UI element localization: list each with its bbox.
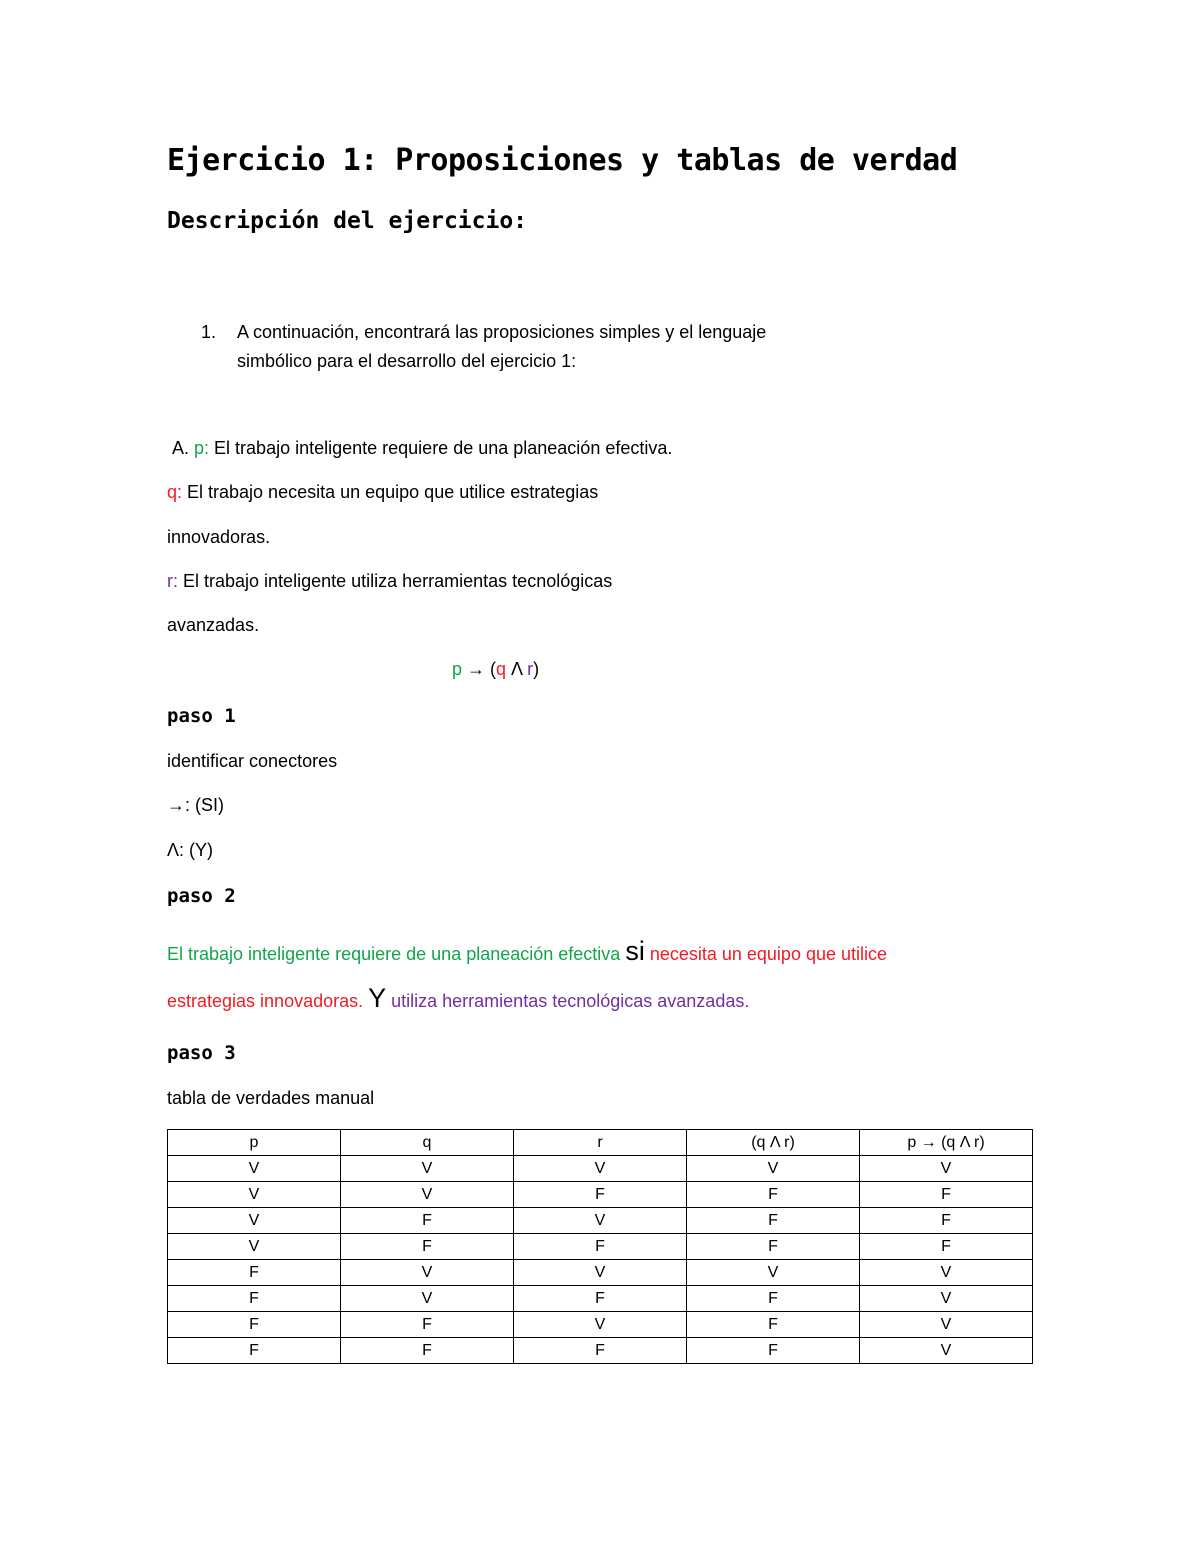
table-cell: F	[341, 1312, 514, 1338]
table-cell: F	[687, 1338, 860, 1364]
table-cell: F	[860, 1208, 1033, 1234]
table-header-cell: q	[341, 1130, 514, 1156]
step2-y: Y	[368, 983, 387, 1013]
table-cell: V	[860, 1156, 1033, 1182]
table-cell: V	[168, 1156, 341, 1182]
step2-si: si	[625, 936, 645, 966]
table-cell: V	[168, 1182, 341, 1208]
q-label: q:	[167, 482, 183, 502]
formula-close: )	[533, 659, 540, 679]
table-header-cell: p → (q Λ r)	[860, 1130, 1033, 1156]
formula-r: r	[527, 659, 534, 679]
connector-and: Λ: (Y)	[167, 840, 214, 860]
q-text-line2: innovadoras.	[167, 527, 271, 547]
table-cell: F	[341, 1338, 514, 1364]
connector-implies: →: (SI)	[167, 795, 224, 815]
q-text-line1: El trabajo necesita un equipo que utilice estrategias	[182, 482, 599, 502]
table-cell: V	[341, 1260, 514, 1286]
p-text: El trabajo inteligente requiere de una planeación efectiva.	[209, 438, 673, 458]
table-cell: F	[341, 1234, 514, 1260]
table-cell: F	[168, 1286, 341, 1312]
table-cell: V	[687, 1260, 860, 1286]
table-header-cell: p	[168, 1130, 341, 1156]
step3-intro: tabla de verdades manual	[167, 1088, 375, 1108]
formula	[452, 659, 539, 680]
table-cell: V	[860, 1338, 1033, 1364]
r-text-line2: avanzadas.	[167, 615, 260, 635]
table-cell: F	[168, 1260, 341, 1286]
table-row	[168, 1338, 1033, 1364]
table-header-row	[168, 1130, 1033, 1156]
proposition-r	[167, 571, 612, 592]
step2-sentence-line2	[167, 983, 749, 1014]
table-cell: V	[168, 1208, 341, 1234]
page-title: Ejercicio 1: Proposiciones y tablas de verdad	[167, 143, 958, 178]
table-cell: V	[860, 1312, 1033, 1338]
table-cell: F	[687, 1286, 860, 1312]
list-item-line2: simbólico para el desarrollo del ejercicio 1:	[237, 351, 577, 371]
table-row	[168, 1234, 1033, 1260]
step2-red-text-line2: estrategias innovadoras.	[167, 991, 369, 1011]
table-cell: F	[168, 1312, 341, 1338]
table-cell: F	[687, 1312, 860, 1338]
step3-heading: paso 3	[167, 1042, 236, 1064]
step2-purple-text: utiliza herramientas tecnológicas avanzadas.	[386, 991, 750, 1011]
table-cell: F	[514, 1182, 687, 1208]
truth-table	[167, 1129, 1033, 1364]
table-cell: V	[687, 1156, 860, 1182]
section-subtitle: Descripción del ejercicio:	[167, 208, 528, 234]
table-row	[168, 1312, 1033, 1338]
proposition-q	[167, 482, 598, 503]
table-cell: V	[514, 1260, 687, 1286]
table-row	[168, 1156, 1033, 1182]
table-cell: F	[514, 1234, 687, 1260]
table-cell: F	[860, 1234, 1033, 1260]
formula-q: q	[496, 659, 507, 679]
table-cell: V	[514, 1156, 687, 1182]
table-row	[168, 1286, 1033, 1312]
list-number: 1.	[201, 322, 217, 342]
step2-sentence-line1	[167, 936, 887, 967]
formula-p: p	[452, 659, 463, 679]
table-cell: F	[687, 1182, 860, 1208]
table-cell: V	[860, 1286, 1033, 1312]
table-cell: V	[860, 1260, 1033, 1286]
step2-green-text: El trabajo inteligente requiere de una planeación efectiva	[167, 944, 626, 964]
table-cell: F	[860, 1182, 1033, 1208]
list-item-line1: A continuación, encontrará las proposiciones simples y el lenguaje	[237, 322, 767, 342]
p-label: p:	[194, 438, 210, 458]
table-cell: V	[341, 1156, 514, 1182]
formula-arrow: → (	[462, 659, 497, 679]
table-row	[168, 1208, 1033, 1234]
step2-heading: paso 2	[167, 885, 236, 907]
item-letter-a: A.	[172, 438, 190, 458]
table-cell: V	[341, 1182, 514, 1208]
table-cell: F	[514, 1338, 687, 1364]
table-cell: F	[687, 1234, 860, 1260]
step2-red-text-line1: necesita un equipo que utilice	[644, 944, 888, 964]
table-cell: F	[514, 1286, 687, 1312]
table-cell: F	[341, 1208, 514, 1234]
formula-and: Λ	[506, 659, 528, 679]
table-cell: V	[168, 1234, 341, 1260]
table-cell: V	[514, 1208, 687, 1234]
table-cell: V	[341, 1286, 514, 1312]
table-header-cell: r	[514, 1130, 687, 1156]
table-row	[168, 1182, 1033, 1208]
proposition-p	[172, 438, 672, 459]
table-cell: F	[687, 1208, 860, 1234]
table-cell: F	[168, 1338, 341, 1364]
table-cell: V	[514, 1312, 687, 1338]
r-text-line1: El trabajo inteligente utiliza herramientas tecnológicas	[178, 571, 613, 591]
r-label: r:	[167, 571, 178, 591]
step1-heading: paso 1	[167, 705, 236, 727]
step1-intro: identificar conectores	[167, 751, 338, 771]
table-header-cell: (q Λ r)	[687, 1130, 860, 1156]
table-row	[168, 1260, 1033, 1286]
